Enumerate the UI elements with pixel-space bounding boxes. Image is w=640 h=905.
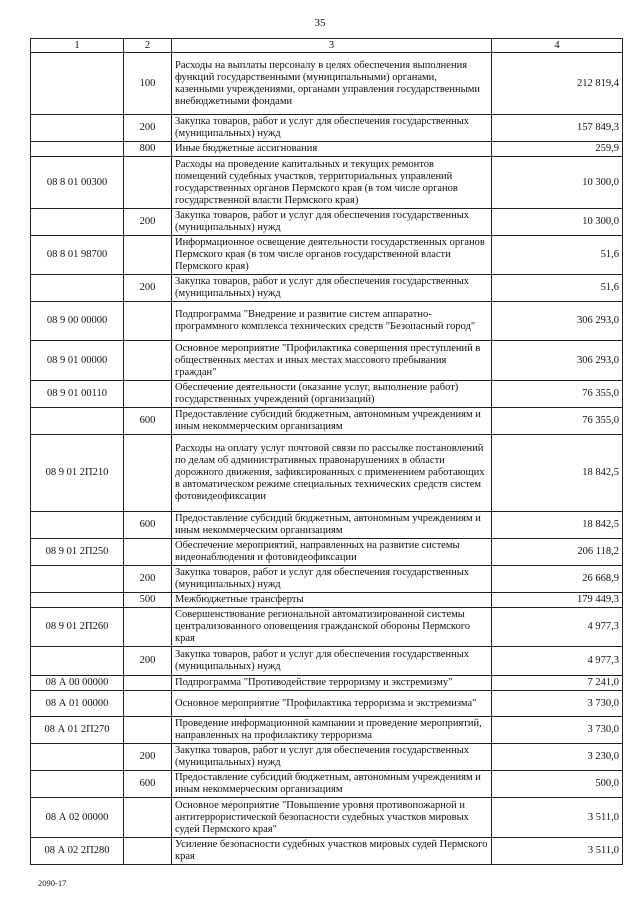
classification-code-cell (31, 771, 124, 798)
expense-type-cell (124, 676, 172, 691)
classification-code-cell: 08 9 01 00110 (31, 381, 124, 408)
item-name-cell: Межбюджетные трансферты (172, 593, 492, 608)
expense-type-cell: 600 (124, 512, 172, 539)
expense-type-cell: 500 (124, 593, 172, 608)
expense-type-cell (124, 302, 172, 341)
amount-cell: 306 293,0 (492, 341, 623, 381)
expense-type-cell: 200 (124, 115, 172, 142)
table-row (31, 608, 623, 647)
item-name-cell: Закупка товаров, работ и услуг для обеспечения государственных (муниципальных) нужд (172, 647, 492, 676)
item-name-cell: Закупка товаров, работ и услуг для обеспечения государственных (муниципальных) нужд (172, 209, 492, 236)
classification-code-cell (31, 566, 124, 593)
table-row (31, 676, 623, 691)
item-name-cell: Закупка товаров, работ и услуг для обеспечения государственных (муниципальных) нужд (172, 275, 492, 302)
item-name-cell: Закупка товаров, работ и услуг для обеспечения государственных (муниципальных) нужд (172, 566, 492, 593)
expense-type-cell (124, 341, 172, 381)
amount-cell: 3 511,0 (492, 838, 623, 865)
item-name-cell: Закупка товаров, работ и услуг для обеспечения государственных (муниципальных) нужд (172, 744, 492, 771)
item-name-cell: Основное мероприятие "Профилактика совершения преступлений в общественных местах и иных местах массового пребывания граждан" (172, 341, 492, 381)
classification-code-cell (31, 512, 124, 539)
table-row (31, 744, 623, 771)
classification-code-cell (31, 408, 124, 435)
table-row (31, 771, 623, 798)
table-row (31, 209, 623, 236)
item-name-cell: Иные бюджетные ассигнования (172, 142, 492, 157)
header-cell-type: 2 (124, 39, 172, 53)
expense-type-cell (124, 539, 172, 566)
table-header-row (31, 39, 623, 53)
amount-cell: 3 511,0 (492, 798, 623, 838)
expense-type-cell (124, 157, 172, 209)
table-row (31, 512, 623, 539)
expense-type-cell (124, 838, 172, 865)
expense-type-cell: 100 (124, 53, 172, 115)
amount-cell: 157 849,3 (492, 115, 623, 142)
budget-table (30, 38, 623, 865)
item-name-cell: Информационное освещение деятельности государственных органов Пермского края (в том числе органов государственной власти Пермского края) (172, 236, 492, 275)
table-row (31, 798, 623, 838)
amount-cell: 18 842,5 (492, 512, 623, 539)
item-name-cell: Расходы на выплаты персоналу в целях обеспечения выполнения функций государственными (муниципальными) органами, казенными учреждениями, органами управления государственными внебюджетными фондами (172, 53, 492, 115)
item-name-cell: Подпрограмма "Внедрение и развитие систем аппаратно-программного комплекса технических средств "Безопасный город" (172, 302, 492, 341)
item-name-cell: Предоставление субсидий бюджетным, автономным учреждениям и иным некоммерческим организациям (172, 771, 492, 798)
item-name-cell: Обеспечение мероприятий, направленных на развитие системы видеонаблюдения и фотовидеофиксации (172, 539, 492, 566)
classification-code-cell: 08 8 01 00300 (31, 157, 124, 209)
classification-code-cell: 08 А 00 00000 (31, 676, 124, 691)
classification-code-cell: 08 А 01 00000 (31, 691, 124, 717)
item-name-cell: Совершенствование региональной автоматизированной системы централизованного оповещения гражданской обороны Пермского края (172, 608, 492, 647)
header-cell-name: 3 (172, 39, 492, 53)
amount-cell: 7 241,0 (492, 676, 623, 691)
classification-code-cell (31, 115, 124, 142)
expense-type-cell (124, 691, 172, 717)
amount-cell: 4 977,3 (492, 608, 623, 647)
amount-cell: 51,6 (492, 236, 623, 275)
classification-code-cell (31, 53, 124, 115)
classification-code-cell (31, 647, 124, 676)
expense-type-cell: 800 (124, 142, 172, 157)
table-row (31, 408, 623, 435)
expense-type-cell (124, 717, 172, 744)
amount-cell: 179 449,3 (492, 593, 623, 608)
table-row (31, 647, 623, 676)
item-name-cell: Предоставление субсидий бюджетным, автономным учреждениям и иным некоммерческим организациям (172, 512, 492, 539)
amount-cell: 26 668,9 (492, 566, 623, 593)
expense-type-cell: 200 (124, 744, 172, 771)
classification-code-cell: 08 А 02 2П280 (31, 838, 124, 865)
classification-code-cell: 08 9 00 00000 (31, 302, 124, 341)
item-name-cell: Основное мероприятие "Профилактика терроризма и экстремизма" (172, 691, 492, 717)
item-name-cell: Закупка товаров, работ и услуг для обеспечения государственных (муниципальных) нужд (172, 115, 492, 142)
item-name-cell: Предоставление субсидий бюджетным, автономным учреждениям и иным некоммерческим организациям (172, 408, 492, 435)
item-name-cell: Расходы на оплату услуг почтовой связи по рассылке постановлений по делам об административных правонарушениях в области дорожного движения, зафиксированных с применением работающих в автоматическом режиме специальных технических средств систем фотовидеофиксации (172, 435, 492, 512)
amount-cell: 306 293,0 (492, 302, 623, 341)
table-row (31, 157, 623, 209)
amount-cell: 212 819,4 (492, 53, 623, 115)
amount-cell: 76 355,0 (492, 408, 623, 435)
item-name-cell: Усиление безопасности судебных участков мировых судей Пермского края (172, 838, 492, 865)
amount-cell: 3 730,0 (492, 717, 623, 744)
item-name-cell: Подпрограмма "Противодействие терроризму и экстремизму" (172, 676, 492, 691)
document-code: 2090-17 (38, 878, 67, 888)
table-row (31, 381, 623, 408)
expense-type-cell: 200 (124, 275, 172, 302)
expense-type-cell: 200 (124, 647, 172, 676)
table-row (31, 115, 623, 142)
table-row (31, 341, 623, 381)
table-row (31, 53, 623, 115)
header-cell-code: 1 (31, 39, 124, 53)
classification-code-cell (31, 744, 124, 771)
expense-type-cell (124, 435, 172, 512)
amount-cell: 18 842,5 (492, 435, 623, 512)
classification-code-cell: 08 9 01 2П250 (31, 539, 124, 566)
expense-type-cell: 600 (124, 408, 172, 435)
table-row (31, 435, 623, 512)
classification-code-cell (31, 142, 124, 157)
classification-code-cell (31, 593, 124, 608)
expense-type-cell: 200 (124, 566, 172, 593)
amount-cell: 500,0 (492, 771, 623, 798)
expense-type-cell (124, 236, 172, 275)
amount-cell: 206 118,2 (492, 539, 623, 566)
table-row (31, 593, 623, 608)
amount-cell: 51,6 (492, 275, 623, 302)
amount-cell: 3 730,0 (492, 691, 623, 717)
amount-cell: 4 977,3 (492, 647, 623, 676)
amount-cell: 76 355,0 (492, 381, 623, 408)
classification-code-cell: 08 А 01 2П270 (31, 717, 124, 744)
header-cell-amount: 4 (492, 39, 623, 53)
classification-code-cell: 08 8 01 98700 (31, 236, 124, 275)
table-row (31, 302, 623, 341)
item-name-cell: Проведение информационной кампании и проведение мероприятий, направленных на профилактику терроризма (172, 717, 492, 744)
amount-cell: 10 300,0 (492, 209, 623, 236)
item-name-cell: Расходы на проведение капитальных и текущих ремонтов помещений судебных участков, территориальных управлений государственных органов Пермского края (в том числе органов государственной власти Пермского края) (172, 157, 492, 209)
table-row (31, 142, 623, 157)
table-row (31, 539, 623, 566)
page-number: 35 (314, 17, 326, 29)
table-row (31, 275, 623, 302)
amount-cell: 10 300,0 (492, 157, 623, 209)
item-name-cell: Основное мероприятие "Повышение уровня противопожарной и антитеррористической безопасности судебных участков мировых судей Пермского края" (172, 798, 492, 838)
classification-code-cell: 08 9 01 2П260 (31, 608, 124, 647)
amount-cell: 3 230,0 (492, 744, 623, 771)
table-row (31, 236, 623, 275)
classification-code-cell: 08 9 01 2П210 (31, 435, 124, 512)
item-name-cell: Обеспечение деятельности (оказание услуг, выполнение работ) государственных учреждений (организаций) (172, 381, 492, 408)
table-row (31, 566, 623, 593)
classification-code-cell (31, 275, 124, 302)
classification-code-cell: 08 9 01 00000 (31, 341, 124, 381)
expense-type-cell (124, 798, 172, 838)
expense-type-cell (124, 381, 172, 408)
expense-type-cell (124, 608, 172, 647)
classification-code-cell (31, 209, 124, 236)
table-row (31, 691, 623, 717)
table-row (31, 838, 623, 865)
amount-cell: 259,9 (492, 142, 623, 157)
classification-code-cell: 08 А 02 00000 (31, 798, 124, 838)
expense-type-cell: 200 (124, 209, 172, 236)
expense-type-cell: 600 (124, 771, 172, 798)
table-row (31, 717, 623, 744)
budget-table-body (31, 39, 623, 865)
